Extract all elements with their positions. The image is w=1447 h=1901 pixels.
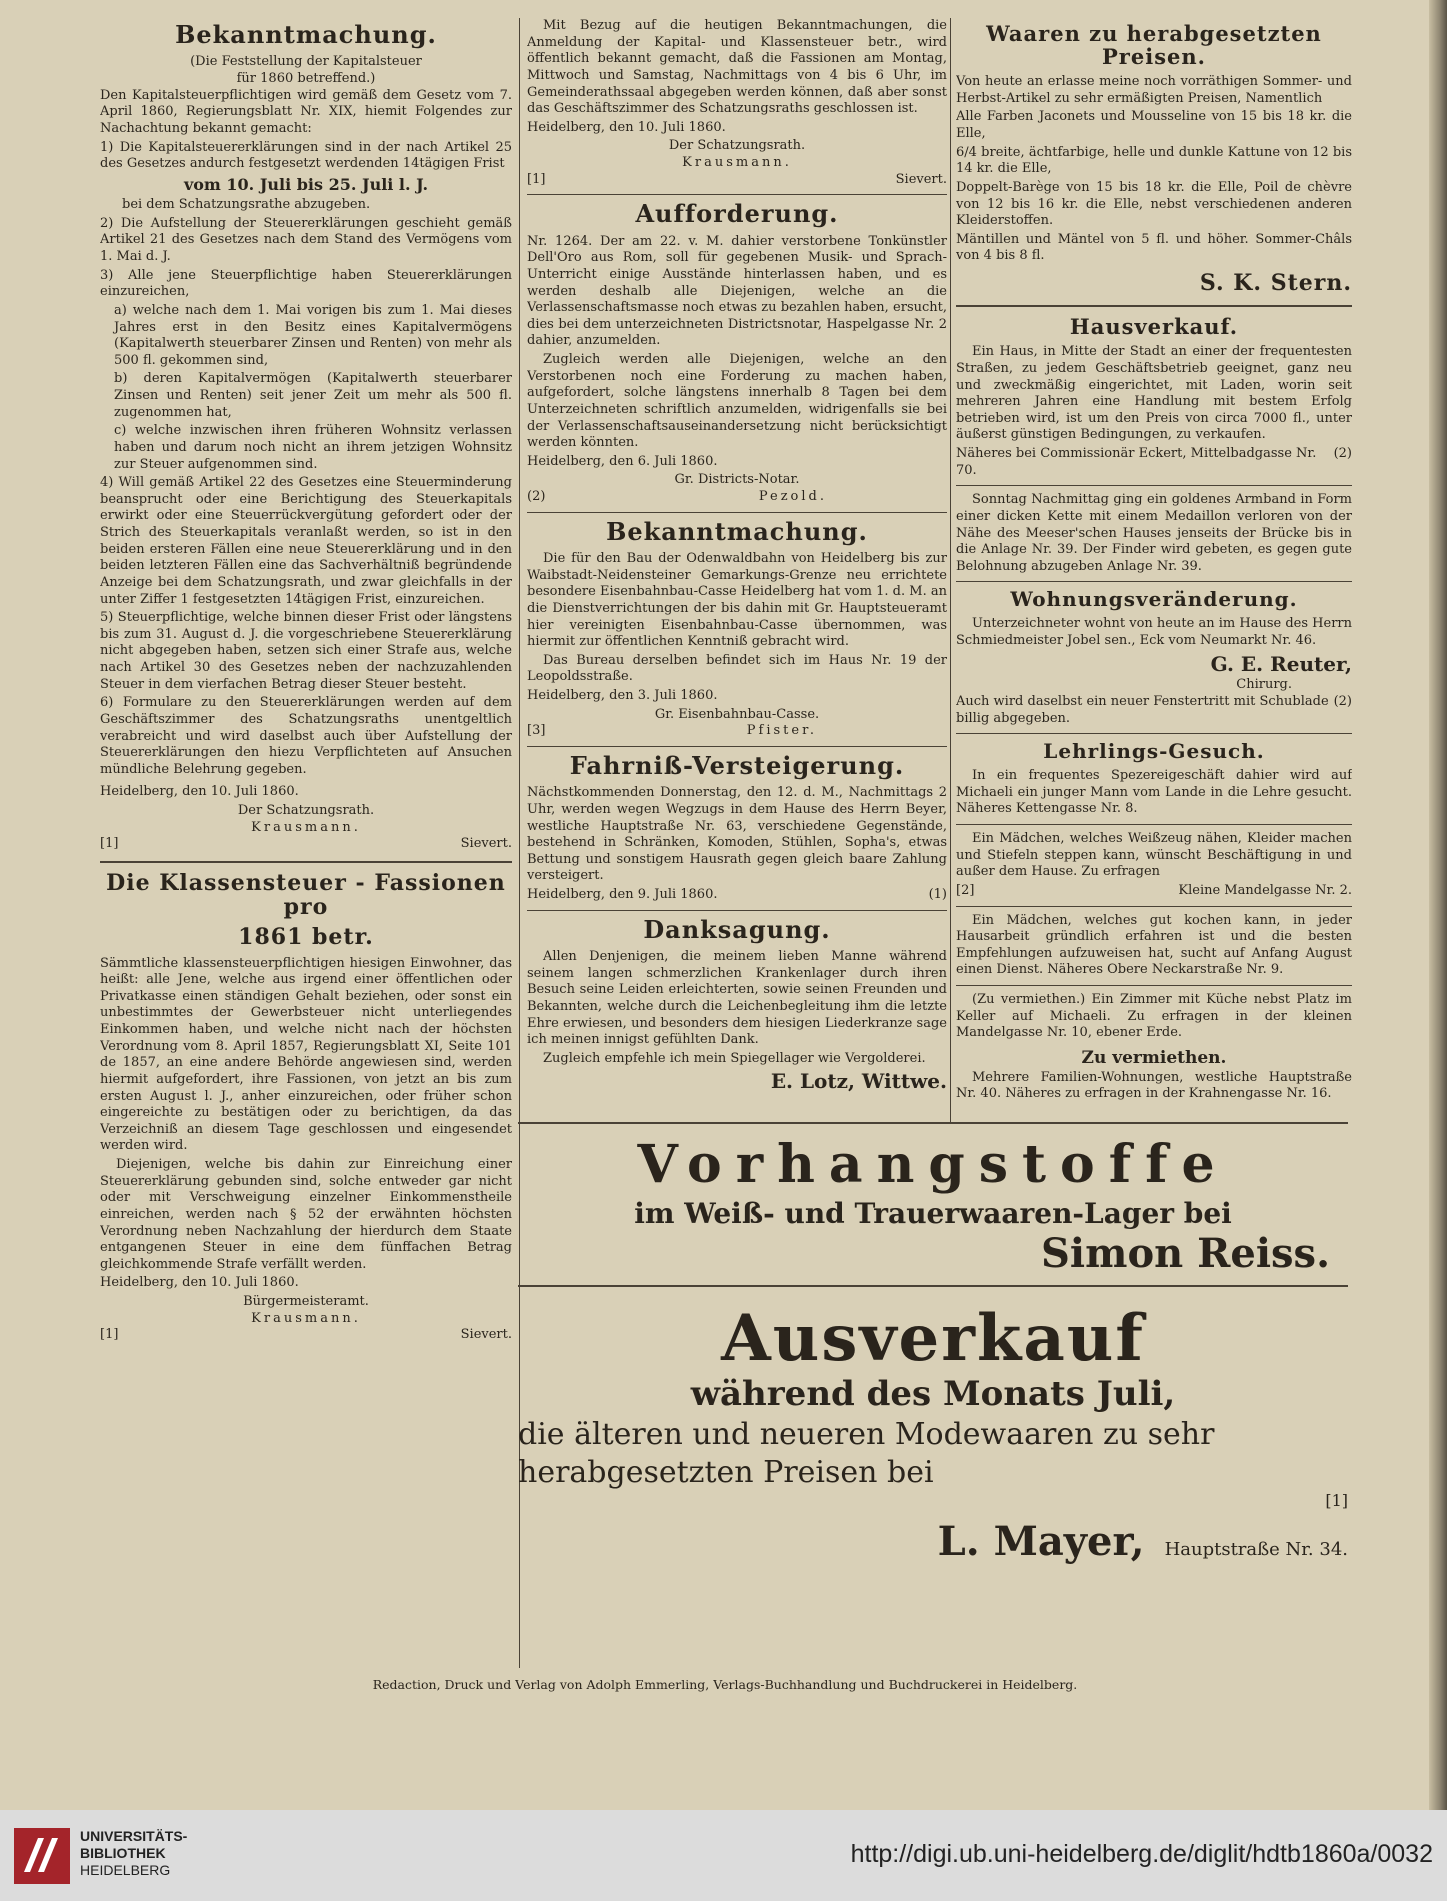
notice-signer: Pezold. (758, 489, 827, 505)
notice-deadline: vom 10. Juli bis 25. Juli l. J. (183, 174, 429, 194)
notice-title: Aufforderung. (635, 199, 839, 229)
notice-number: [1] (100, 836, 119, 852)
notice-title: Fahrniß-Versteigerung. (569, 750, 905, 780)
notice-subtitle: für 1860 betreffend.) (236, 71, 376, 87)
notice-office: Gr. Districts-Notar. (674, 472, 800, 488)
notice-eisenbahnbau (527, 516, 947, 740)
notice-number: (2) (527, 489, 546, 505)
notice-text: Nächstkommenden Donnerstag, den 12. d. M., Nachmittags 2 Uhr, werden wegen Wegzugs in dem Hause des Herrn Beyer, westliche Hauptstraße Nr. 63, verschiedene Gegenstände, bestehend in Schränken, Komoden, Stühlen, Sopha's, etwas Bettung und sonstigem Hausrath gegen gleich baare Zahlung versteigert. (527, 785, 947, 884)
notice-place-date: Heidelberg, den 6. Juli 1860. (527, 453, 718, 469)
notice-fassionen (527, 18, 947, 188)
separator-rule (527, 746, 947, 747)
notice-title: Bekanntmachung. (606, 516, 868, 546)
ad-zimmer (956, 992, 1352, 1042)
ad-title-ausverkauf: Ausverkauf (721, 1301, 1145, 1376)
ad-subtitle: im Weiß- und Trauerwaaren-Lager bei (634, 1197, 1232, 1230)
separator-rule (956, 733, 1352, 734)
ad-line: Mäntillen und Mäntel von 5 fl. und höher. Sommer-Châls von 4 bis 8 fl. (956, 231, 1352, 264)
ad-line: Doppelt-Barège von 15 bis 18 kr. die Elle, Poil de chèvre von 12 bis 16 kr. die Elle, nebst verschiedenen anderen Kleiderstoffen. (956, 179, 1352, 229)
ad-title: Wohnungsveränderung. (1010, 587, 1298, 612)
ad-waaren (956, 22, 1352, 297)
notice-office: Der Schatzungsrath. (668, 138, 806, 154)
ad-text: Ein Mädchen, welches Weißzeug nähen, Kleider machen und Stiefeln steppen kann, wünscht Beschäftigung in und außer dem Hause. Zu erfragen (956, 831, 1352, 880)
notice-office: Bürgermeisteramt. (243, 1294, 369, 1310)
separator-rule (100, 861, 512, 863)
notice-text: Allen Denjenigen, die meinem lieben Manne während seinem langen schmerzlichen Krankenlager durch ihren Besuch seine Leiden erleichterten, sowie seinen Freunden und Bekannten, welche durch die Leichenbegleitung ihm die letzte Ehre erwiesen, und besonders dem hiesigen Liederkranze sage ich meinen innigst gefühlten Dank. (527, 949, 947, 1048)
notice-text: Zugleich werden alle Diejenigen, welche an den Verstorbenen noch eine Forderung zu machen haben, aufgefordert, solche längstens innerhalb 8 Tagen bei dem Unterzeichneten schriftlich anzumelden, widrigenfalls sie bei der Verlassenschaftsauseinandersetzung nicht berücksichtigt werden könnten. (527, 352, 947, 451)
notice-text: bei dem Schatzungsrathe abzugeben. (122, 197, 371, 213)
notice-office: Gr. Eisenbahnbau-Casse. (654, 706, 820, 722)
notice-subitem: c) welche inzwischen ihren früheren Wohnsitz verlassen haben und darum noch nicht an ihrem jetzigen Wohnsitz zur Steuer aufgenommen sind. (114, 423, 512, 472)
notice-signer: Krausmann. (251, 1310, 361, 1326)
ad-title: Waaren zu herabgesetzten Preisen. (986, 21, 1322, 70)
separator-rule (518, 1122, 1348, 1124)
notice-signer: E. Lotz, Wittwe. (770, 1069, 947, 1094)
ad-address: Hauptstraße Nr. 34. (1164, 1539, 1348, 1560)
column-divider (950, 18, 951, 1122)
ad-subtitle: während des Monats Juli, (690, 1374, 1176, 1414)
ad-text: Sonntag Nachmittag ging ein goldenes Armband in Form einer dicken Kette mit einem Medaillon verloren von der Nähe des Meeser'schen Hauses jenseits der Brücke bis in die Anlage Nr. 39. Der Finder wird gebeten, es gegen gute Belohnung abzugeben Anlage Nr. 39. (956, 492, 1352, 574)
notice-clerk: Sievert. (895, 171, 947, 187)
ad-address: Kleine Mandelgasse Nr. 2. (1178, 882, 1352, 898)
notice-aufforderung (527, 201, 947, 505)
ad-line: Alle Farben Jaconets und Mousseline von 15 bis 18 kr. die Elle, (956, 109, 1352, 142)
notice-title: Danksagung. (643, 914, 831, 944)
notice-text: Mit Bezug auf die heutigen Bekanntmachungen, die Anmeldung der Kapital- und Klassensteuer betr., wird öffentlich bekannt gemacht, daß die Fassionen am Montag, Mittwoch und Samstag, Nachmittags von 4 bis 6 Uhr, im Gemeinderathssaal abgegeben werden können, daß aber sonst das Geschäftszimmer des Schatzungsraths geschlossen ist. (527, 18, 947, 117)
ad-title: Lehrlings-Gesuch. (1043, 739, 1265, 764)
separator-rule (956, 985, 1352, 986)
notice-office: Der Schatzungsrath. (237, 803, 375, 819)
ad-number: [1] (1325, 1491, 1348, 1510)
ad-text: (Zu vermiethen.) Ein Zimmer mit Küche nebst Platz im Keller auf Michaeli. Zu erfragen in der kleinen Mandelgasse Nr. 10, ebener Erde. (956, 992, 1352, 1041)
notice-klassensteuer (100, 871, 512, 1344)
notice-title: Die Klassensteuer - Fassionen pro (106, 869, 506, 921)
ad-text: Ein Mädchen, welches gut kochen kann, in jeder Hausarbeit gründlich erfahren ist und die besten Empfehlungen aufzuweisen hat, sucht auf Anfang August einen Dienst. Näheres Obere Neckarstraße Nr. 9. (956, 912, 1352, 978)
notice-number: [1] (100, 1327, 119, 1343)
ad-signer: L. Mayer, (937, 1518, 1145, 1565)
ad-lehrlingsgesuch (956, 740, 1352, 818)
notice-signer: Pfister. (746, 723, 817, 739)
separator-rule (527, 910, 947, 911)
notice-clerk: Sievert. (460, 1327, 512, 1343)
separator-rule (956, 824, 1352, 825)
source-url-link[interactable]: http://digi.ub.uni-heidelberg.de/diglit/hdtb1860a/0032 (850, 1840, 1433, 1868)
separator-rule (518, 1285, 1348, 1287)
notice-title: Bekanntmachung. (175, 20, 437, 49)
notice-subitem: b) deren Kapitalvermögen (Kapitalwerth steuerbarer Zinsen und Renten) seit jener Zeit um mehr als 500 fl. zugenommen hat, (114, 371, 512, 420)
notice-text: Sämmtliche klassensteuerpflichtigen hiesigen Einwohner, das heißt: alle Jene, welche aus irgend einer öffentlichen oder Privatkasse einen ständigen Gehalt beziehen, oder sonst ein unbestimmtes der Gewerbsteuer nicht unterliegendes Einkommen haben, und welche nicht nach der höchsten Verordnung vom 8. April 1857, Regierungsblatt XI, Seite 101 de 1857, an eine andere Behörde angewiesen sind, werden hiermit aufgefordert, ihre Fassionen, von jetzt an bis zum ersten August l. J., anher einzureichen, oder früher schon eingereichte zu bestätigen oder zu berichtigen, da das Verzeichniß an diesem Tage geschlossen und eingesendet werden wird. (100, 955, 512, 1154)
ad-role: Chirurg. (1236, 677, 1292, 693)
ad-signer: G. E. Reuter, (1210, 651, 1352, 676)
ad-title: Hausverkauf. (1069, 314, 1239, 340)
notice-signer: Krausmann. (682, 155, 792, 170)
ad-armband (956, 492, 1352, 575)
separator-rule (956, 485, 1352, 486)
notice-text: Die für den Bau der Odenwaldbahn von Heidelberg bis zur Waibstadt-Neidensteiner Gemarkungs-Grenze neu errichtete besondere Eisenbahnbau-Casse Heidelberg hat vom 1. d. M. an die Dienstverrichtungen der bis dahin mit Gr. Hauptsteueramt hier vereinigten Eisenbahnbau-Casse übernommen, was hiermit zur öffentlichen Kenntniß gebracht wird. (527, 551, 947, 650)
notice-place-date: Heidelberg, den 10. Juli 1860. (100, 784, 299, 800)
ad-text: In ein frequentes Spezereigeschäft dahier wird auf Michaeli ein junger Mann vom Lande in die Lehre gesucht. Näheres Kettengasse Nr. 8. (956, 768, 1352, 817)
notice-place-date: Heidelberg, den 3. Juli 1860. (527, 688, 718, 704)
ad-text: Unterzeichneter wohnt von heute an im Hause des Herrn Schmiedmeister Jobel sen., Eck vom Neumarkt Nr. 46. (956, 616, 1352, 649)
ad-text: die älteren und neueren Modewaaren zu sehr herabgesetzten Preisen bei (518, 1417, 1215, 1490)
separator-rule (527, 194, 947, 195)
ad-number: (2) (1333, 446, 1352, 462)
ad-maedchen-1 (956, 831, 1352, 900)
notice-text: Den Kapitalsteuerpflichtigen wird gemäß dem Gesetz vom 7. April 1860, Regierungsblatt Nr. XIX, hiemit Folgendes zur Nachachtung bekannt gemacht: (100, 87, 512, 136)
ad-wohnungsveraenderung (956, 588, 1352, 727)
notice-item: 4) Will gemäß Artikel 22 des Gesetzes eine Steuerminderung beansprucht oder eine Berichtigung des Steuerkapitals erwirkt oder eine Steuerrückvergütung gefordert oder der Strich des Steuerkapitals veranlaßt werden, so ist in den beiden ersteren Fällen eine neue Steuererklärung und in den beiden letzteren Fällen eine das Sachverhältniß begründende Anzeige bei dem Schatzungsrath, und zwar gleichfalls in der unter Ziffer 1 festgesetzten 14tägigen Frist, einzureichen. (100, 475, 512, 607)
column-2 (527, 18, 947, 1128)
library-logo-icon (14, 1828, 70, 1884)
notice-place-date: Heidelberg, den 10. Juli 1860. (527, 119, 726, 135)
imprint: Redaction, Druck und Verlag von Adolph Emmerling, Verlags-Buchhandlung und Buchdruckerei in Heidelberg. (372, 1677, 1078, 1692)
ad-signer: S. K. Stern. (1199, 270, 1352, 297)
notice-clerk: Sievert. (460, 836, 512, 852)
separator-rule (956, 906, 1352, 907)
page-spine-shadow (1429, 0, 1447, 1810)
ad-signer: Simon Reiss. (1041, 1230, 1330, 1277)
notice-item: 1) Die Kapitalsteuererklärungen sind in der nach Artikel 25 des Gesetzes andurch festgesetzt werdenden 14tägigen Frist (100, 139, 512, 172)
notice-subitem: a) welche nach dem 1. Mai vorigen bis zum 1. Mai dieses Jahres erst in den Besitz eines Kapitalvermögens (Kapitalwerth steuerbarer Zinsen und Renten) von mehr als 500 fl. gekommen sind, (114, 302, 512, 368)
column-3 (956, 18, 1352, 1118)
column-1 (100, 18, 512, 1668)
ad-title-vorhangstoffe: Vorhangstoffe (637, 1134, 1229, 1195)
notice-place-date: Heidelberg, den 10. Juli 1860. (100, 1275, 299, 1291)
ad-line: 6/4 breite, ächtfarbige, helle und dunkle Kattune von 12 bis 14 kr. die Elle, (956, 144, 1352, 177)
ad-vermiethen (956, 1048, 1352, 1103)
notice-text: Nr. 1264. Der am 22. v. M. dahier verstorbene Tonkünstler Dell'Oro aus Rom, soll für gegebenen Musik- und Sprach-Unterricht einige Ausstände hinterlassen haben, und es werden deshalb alle Diejenigen, welche an die Verlassenschaftsmasse noch etwas zu bezahlen haben, ersucht, dies bei dem unterzeichneten Districtsnotar, Haspelgasse Nr. 2 dahier, anzumelden. (527, 233, 947, 349)
library-name-line: BIBLIOTHEK (80, 1845, 166, 1862)
library-name-line: UNIVERSITÄTS- (80, 1828, 188, 1844)
library-name (80, 1828, 187, 1879)
ad-number: [2] (956, 882, 975, 898)
notice-subtitle: (Die Feststellung der Kapitalsteuer (190, 54, 422, 70)
ad-title: Zu vermiethen. (1081, 1047, 1227, 1068)
ad-text: Von heute an erlasse meine noch vorräthigen Sommer- und Herbst-Artikel zu sehr ermäßigten Preisen, Namentlich (956, 74, 1352, 106)
notice-number: [3] (527, 723, 546, 739)
notice-danksagung (527, 914, 947, 1095)
ad-text: Ein Haus, in Mitte der Stadt an einer der frequentesten Straßen, zu jedem Geschäftsbetrieb geeignet, ganz neu und zweckmäßig eingerichtet, mit Laden, worin seit mehreren Jahren eine Handlung mit bestem Erfolg betrieben wird, ist um den Preis von circa 7000 fl., unter äußerst günstigen Bedingungen, zu verkaufen. (956, 344, 1352, 443)
notice-number: (1) (928, 887, 947, 903)
notice-item: 6) Formulare zu den Steuererklärungen werden auf dem Geschäftszimmer des Schatzungsraths unentgeltlich verabreicht und wird daselbst auch über Aufstellung der Steuererklärungen den hiezu Verpflichteten auf Ansuchen mündliche Belehrung gegeben. (100, 695, 512, 777)
ad-text: Auch wird daselbst ein neuer Fenstertritt mit Schublade billig abgegeben. (956, 693, 1329, 726)
notice-text: Diejenigen, welche bis dahin zur Einreichung einer Steuererklärung gebunden sind, solche entweder gar nicht oder mit Verschweigung einzelner Einkommenstheile einreichen, werden nach § 52 der erwähnten höchsten Verordnung neben Nachzahlung der hierdurch dem Staate entgangenen Steuer in eine dem fünffachen Betrag gleichkommende Strafe verfällt werden. (100, 1157, 512, 1272)
notice-text: Das Bureau derselben befindet sich im Haus Nr. 19 der Leopoldsstraße. (527, 652, 947, 685)
separator-rule (956, 305, 1352, 307)
notice-title: 1861 betr. (238, 924, 374, 951)
notice-place-date: Heidelberg, den 9. Juli 1860. (527, 887, 718, 903)
ad-number: (2) (1333, 693, 1352, 709)
separator-rule (527, 512, 947, 513)
wide-ads (518, 1122, 1348, 1667)
ad-hausverkauf (956, 315, 1352, 479)
notice-item: 2) Die Aufstellung der Steuererklärungen geschieht gemäß Artikel 21 des Gesetzes nach dem Stand des Vermögens vom 1. Mai d. J. (100, 215, 512, 265)
notice-item: 3) Alle jene Steuerpflichtige haben Steuererklärungen einzureichen, (100, 267, 512, 300)
separator-rule (956, 581, 1352, 582)
notice-versteigerung (527, 750, 947, 904)
notice-number: [1] (527, 171, 546, 187)
notice-kapitalsteuer (100, 22, 512, 853)
library-name-line: HEIDELBERG (80, 1862, 171, 1879)
notice-item: 5) Steuerpflichtige, welche binnen dieser Frist oder längstens bis zum 31. August d. J. die vorgeschriebene Steuererklärung nicht abgegeben haben, setzen sich einer Strafe aus, welche nach Artikel 30 des Gesetzes neben der nachzuzahlenden Steuer in dem vierfachen Betrag dieser Steuer besteht. (100, 610, 512, 692)
ad-maedchen-2 (956, 913, 1352, 980)
notice-text: Zugleich empfehle ich mein Spiegellager wie Vergolderei. (543, 1050, 926, 1066)
ad-text: Näheres bei Commissionär Eckert, Mittelbadgasse Nr. 70. (956, 446, 1317, 478)
ad-text: Mehrere Familien-Wohnungen, westliche Hauptstraße Nr. 40. Näheres zu erfragen in der Krahnengasse Nr. 16. (956, 1069, 1352, 1102)
notice-signer: Krausmann. (251, 819, 361, 835)
library-bar (0, 1810, 1447, 1901)
